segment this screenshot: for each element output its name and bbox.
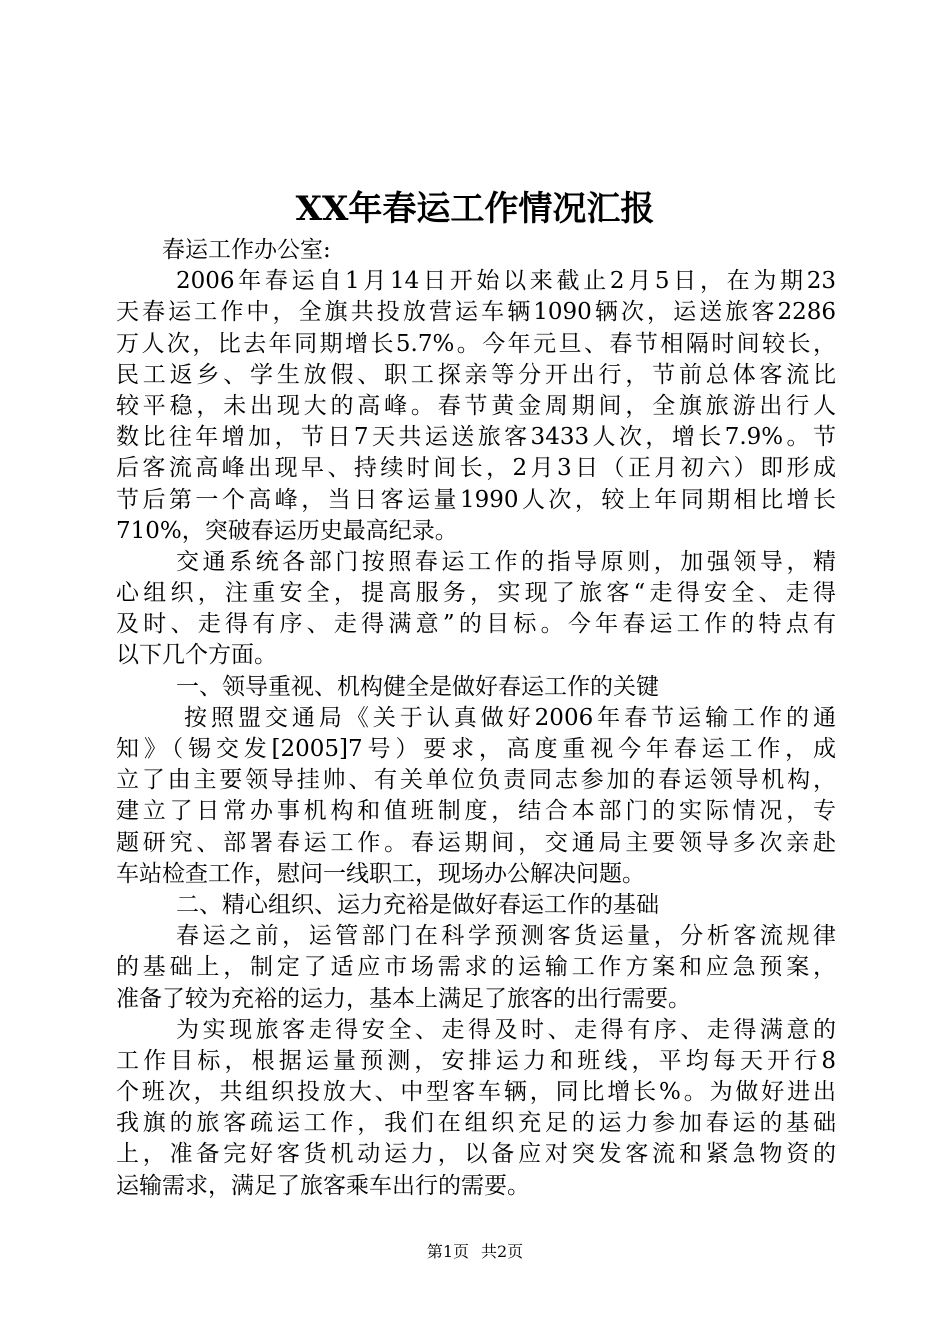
document-title: XX年春运工作情况汇报 bbox=[295, 189, 655, 229]
text-line: 春运之前，运管部门在科学预测客货运量，分析客流规律 bbox=[176, 923, 836, 950]
text-line: 二、精心组织、运力充裕是做好春运工作的基础 bbox=[176, 891, 659, 918]
text-line: 的基础上，制定了适应市场需求的运输工作方案和应急预案， bbox=[116, 954, 836, 981]
text-line: 民工返乡、学生放假、职工探亲等分开出行，节前总体客流比 bbox=[116, 361, 836, 388]
text-line: 后客流高峰出现早、持续时间长，2月3日（正月初六）即形成 bbox=[116, 455, 836, 482]
text-line: 万人次，比去年同期增长5.7%。今年元旦、春节相隔时间较长， bbox=[116, 330, 836, 357]
text-line: 按照盟交通局《关于认真做好2006年春节运输工作的通 bbox=[184, 704, 836, 731]
text-line: 交通系统各部门按照春运工作的指导原则，加强领导，精 bbox=[176, 548, 836, 575]
text-line: 知》（锡交发[2005]7号）要求，高度重视今年春运工作，成 bbox=[116, 736, 836, 762]
text-line: 为实现旅客走得安全、走得及时、走得有序、走得满意的 bbox=[176, 1016, 836, 1043]
text-line: 节后第一个高峰，当日客运量1990人次，较上年同期相比增长 bbox=[116, 486, 836, 513]
text-line: 710%，突破春运历史最高纪录。 bbox=[116, 517, 458, 544]
text-line: 车站检查工作，慰问一线职工，现场办公解决问题。 bbox=[116, 860, 645, 887]
page-number: 第1页 bbox=[426, 1242, 469, 1261]
text-line: 心组织，注重安全，提高服务，实现了旅客“走得安全、走得 bbox=[116, 580, 836, 607]
page-total: 共2页 bbox=[481, 1242, 524, 1261]
text-line: 立了由主要领导挂帅、有关单位负责同志参加的春运领导机构， bbox=[116, 767, 836, 794]
text-line: 数比往年增加，节日7天共运送旅客3433人次，增长7.9%。节 bbox=[116, 424, 836, 451]
text-line: 准备了较为充裕的运力，基本上满足了旅客的出行需要。 bbox=[116, 985, 691, 1012]
text-line: 以下几个方面。 bbox=[116, 642, 277, 669]
document-body bbox=[116, 235, 836, 1202]
text-line: 个班次，共组织投放大、中型客车辆，同比增长%。为做好进出 bbox=[116, 1079, 836, 1106]
text-line: 运输需求，满足了旅客乘车出行的需要。 bbox=[116, 1172, 530, 1199]
text-line: 天春运工作中，全旗共投放营运车辆1090辆次，运送旅客2286 bbox=[116, 299, 836, 326]
text-line: 一、领导重视、机构健全是做好春运工作的关键 bbox=[176, 673, 659, 700]
text-line: 工作目标，根据运量预测，安排运力和班线，平均每天开行8 bbox=[116, 1047, 836, 1074]
text-line: 上，准备完好客货机动运力，以备应对突发客流和紧急物资的 bbox=[116, 1141, 836, 1168]
text-line: 春运工作办公室: bbox=[162, 237, 331, 263]
text-line: 较平稳，未出现大的高峰。春节黄金周期间，全旗旅游出行人 bbox=[116, 392, 836, 419]
text-line: 及时、走得有序、走得满意”的目标。今年春运工作的特点有 bbox=[116, 611, 836, 638]
text-line: 题研究、部署春运工作。春运期间，交通局主要领导多次亲赴 bbox=[116, 829, 836, 856]
page-footer bbox=[0, 1240, 950, 1264]
text-line: 我旗的旅客疏运工作，我们在组织充足的运力参加春运的基础 bbox=[116, 1110, 836, 1137]
text-line: 2006年春运自1月14日开始以来截止2月5日，在为期23 bbox=[176, 268, 836, 295]
text-line: 建立了日常办事机构和值班制度，结合本部门的实际情况，专 bbox=[116, 798, 836, 825]
